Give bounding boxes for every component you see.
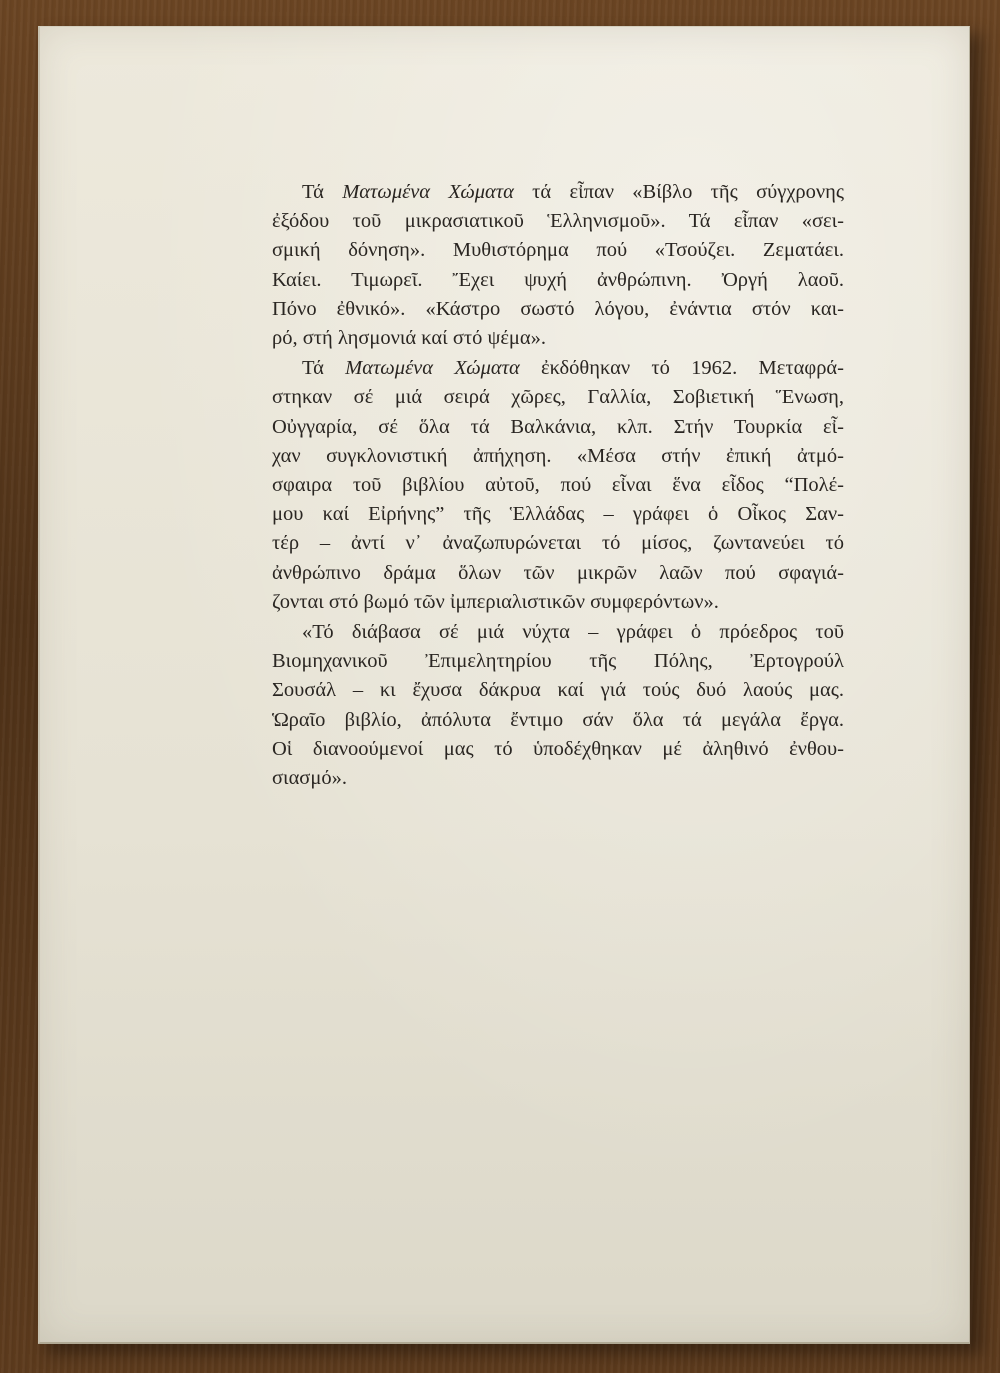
blurb-line: Βιομηχανικοῦ Ἐπιμελητηρίου τῆς Πόλης, Ἐρτογρούλ <box>272 650 844 673</box>
blurb-line: Πόνο ἐθνικό». «Κάστρο σωστό λόγου, ἐνάντια στόν και- <box>272 297 844 320</box>
blurb-line: ἀνθρώπινο δράμα ὅλων τῶν μικρῶν λαῶν πού σφαγιά- <box>272 561 844 584</box>
blurb-line: ζονται στό βωμό τῶν ἰμπεριαλιστικῶν συμφερόντων». <box>272 590 719 613</box>
blurb-paragraph-3 <box>272 618 844 793</box>
blurb-line: χαν συγκλονιστική ἀπήχηση. «Μέσα στήν ἐπική ἀτμό- <box>272 444 844 467</box>
blurb-line: μου καί Εἰρήνης” τῆς Ἑλλάδας – γράφει ὁ Οἶκος Σαν- <box>272 503 844 526</box>
blurb-line: σιασμό». <box>272 767 347 790</box>
blurb-line: σμική δόνηση». Μυθιστόρημα πού «Τσούζει. Ζεματάει. <box>272 239 844 262</box>
blurb-line: Σουσάλ – κι ἔχυσα δάκρυα καί γιά τούς δυό λαούς μας. <box>272 679 844 702</box>
blurb-line: Οὐγγαρία, σέ ὅλα τά Βαλκάνια, κλπ. Στήν Τουρκία εἶ- <box>272 415 844 438</box>
blurb-paragraph-2 <box>272 354 844 617</box>
blurb-line: ἐξόδου τοῦ μικρασιατικοῦ Ἑλληνισμοῦ». Τά εἶπαν «σει- <box>272 210 844 233</box>
blurb-line: Οἱ διανοούμενοί μας τό ὑποδέχθηκαν μέ ἀληθινό ἐνθου- <box>272 737 844 760</box>
blurb-line: Καίει. Τιμωρεῖ. Ἔχει ψυχή ἀνθρώπινη. Ὀργή λαοῦ. <box>272 268 844 291</box>
blurb-line: «Τό διάβασα σέ μιά νύχτα – γράφει ὁ πρόεδρος τοῦ <box>302 621 844 644</box>
blurb-line: Τά Ματωμένα Χώματα τά εἶπαν «Βίβλο τῆς σύγχρονης <box>302 181 845 203</box>
blurb-line: σφαιρα τοῦ βιβλίου αὐτοῦ, πού εἶναι ἕνα εἶδος “Πολέ- <box>272 474 844 497</box>
blurb-line: Ὡραῖο βιβλίο, ἀπόλυτα ἔντιμο σάν ὅλα τά μεγάλα ἔργα. <box>272 708 844 731</box>
blurb-line: ρό, στή λησμονιά καί στό ψέμα». <box>272 327 547 350</box>
blurb-line: Τά Ματωμένα Χώματα ἐκδόθηκαν τό 1962. Μεταφρά- <box>302 357 844 380</box>
blurb-line: τέρ – ἀντί ν᾿ ἀναζωπυρώνεται τό μίσος, ζωντανεύει τό <box>272 532 844 555</box>
blurb-paragraph-1 <box>272 178 844 353</box>
book-title: Ματωμένα Χώματα <box>342 181 514 203</box>
blurb-line: στηκαν σέ μιά σειρά χῶρες, Γαλλία, Σοβιετική Ἕνωση, <box>272 386 844 409</box>
back-cover-blurb <box>272 178 844 793</box>
book-title: Ματωμένα Χώματα <box>345 357 520 380</box>
